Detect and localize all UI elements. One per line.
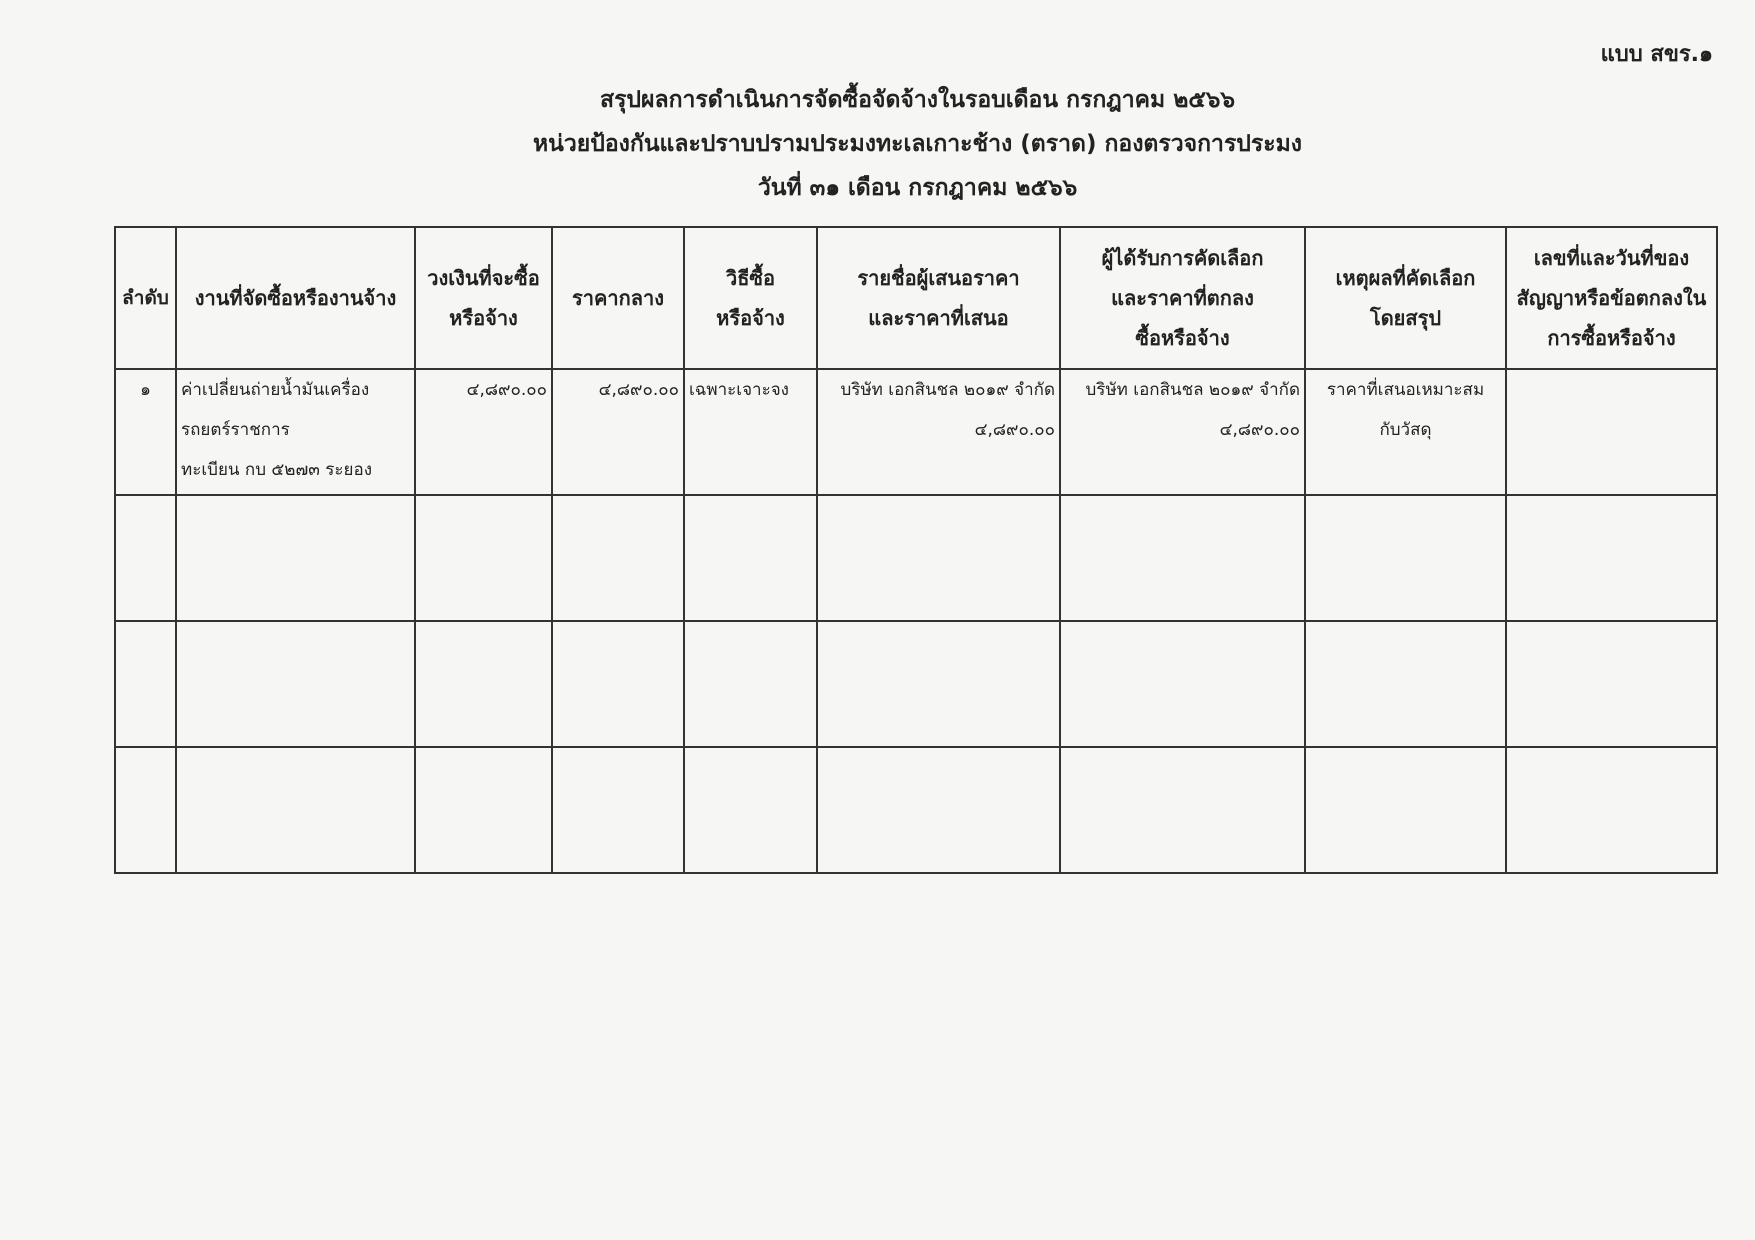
table-row xyxy=(115,747,1717,873)
header-seq: ลำดับ xyxy=(115,227,176,369)
cell-seq xyxy=(115,495,176,621)
cell-reference-price xyxy=(552,747,684,873)
header-reference-price: ราคากลาง xyxy=(552,227,684,369)
form-code: แบบ สขร.๑ xyxy=(1600,42,1713,67)
cell-method xyxy=(684,621,817,747)
table-row xyxy=(115,495,1717,621)
cell-budget: ๔,๘๙๐.๐๐ xyxy=(415,369,552,495)
cell-selected xyxy=(1060,495,1305,621)
cell-selected xyxy=(1060,369,1305,495)
cell-item xyxy=(176,495,415,621)
cell-item: ค่าเปลี่ยนถ่ายน้ำมันเครื่อง รถยตร์ราชการ ทะเบียน กบ ๕๒๗๓ ระยอง xyxy=(176,369,415,495)
cell-selected xyxy=(1060,747,1305,873)
cell-reason xyxy=(1305,495,1506,621)
header-contract: เลขที่และวันที่ของ สัญญาหรือข้อตกลงใน การซื้อหรือจ้าง xyxy=(1506,227,1717,369)
cell-item xyxy=(176,621,415,747)
cell-method: เฉพาะเจาะจง xyxy=(684,369,817,495)
header-selected: ผู้ได้รับการคัดเลือก และราคาที่ตกลง ซื้อหรือจ้าง xyxy=(1060,227,1305,369)
cell-budget xyxy=(415,621,552,747)
header-budget: วงเงินที่จะซื้อ หรือจ้าง xyxy=(415,227,552,369)
cell-method xyxy=(684,747,817,873)
cell-reason xyxy=(1305,621,1506,747)
cell-bidders xyxy=(817,495,1060,621)
cell-reference-price: ๔,๘๙๐.๐๐ xyxy=(552,369,684,495)
selected-name: บริษัท เอกสินชล ๒๐๑๙ จำกัด xyxy=(1085,380,1300,400)
cell-selected xyxy=(1060,621,1305,747)
header-method: วิธีซื้อ หรือจ้าง xyxy=(684,227,817,369)
selected-price: ๔,๘๙๐.๐๐ xyxy=(1219,420,1300,440)
cell-reference-price xyxy=(552,495,684,621)
table-row xyxy=(115,369,1717,495)
report-title: สรุปผลการดำเนินการจัดซื้อจัดจ้างในรอบเดือน กรกฎาคม ๒๕๖๖ xyxy=(600,87,1235,113)
cell-reason xyxy=(1305,747,1506,873)
header-item: งานที่จัดซื้อหรืองานจ้าง xyxy=(176,227,415,369)
cell-bidders xyxy=(817,747,1060,873)
bidder-name: บริษัท เอกสินชล ๒๐๑๙ จำกัด xyxy=(840,380,1055,400)
cell-contract xyxy=(1506,621,1717,747)
cell-budget xyxy=(415,747,552,873)
cell-contract xyxy=(1506,369,1717,495)
table-row xyxy=(115,621,1717,747)
cell-item xyxy=(176,747,415,873)
cell-reason: ราคาที่เสนอเหมาะสม กับวัสดุ xyxy=(1305,369,1506,495)
cell-bidders xyxy=(817,621,1060,747)
cell-contract xyxy=(1506,747,1717,873)
cell-seq xyxy=(115,621,176,747)
cell-contract xyxy=(1506,495,1717,621)
cell-seq: ๑ xyxy=(115,369,176,495)
report-date: วันที่ ๓๑ เดือน กรกฎาคม ๒๕๖๖ xyxy=(757,175,1078,201)
cell-reference-price xyxy=(552,621,684,747)
table-header-row xyxy=(115,227,1717,369)
agency-name: หน่วยป้องกันและปราบปรามประมงทะเลเกาะช้าง (ตราด) กองตรวจการประมง xyxy=(532,131,1303,157)
cell-method xyxy=(684,495,817,621)
cell-budget xyxy=(415,495,552,621)
header-reason: เหตุผลที่คัดเลือก โดยสรุป xyxy=(1305,227,1506,369)
header-bidders: รายชื่อผู้เสนอราคา และราคาที่เสนอ xyxy=(817,227,1060,369)
bidder-price: ๔,๘๙๐.๐๐ xyxy=(974,420,1055,440)
cell-seq xyxy=(115,747,176,873)
procurement-summary-table xyxy=(114,226,1718,874)
cell-bidders xyxy=(817,369,1060,495)
